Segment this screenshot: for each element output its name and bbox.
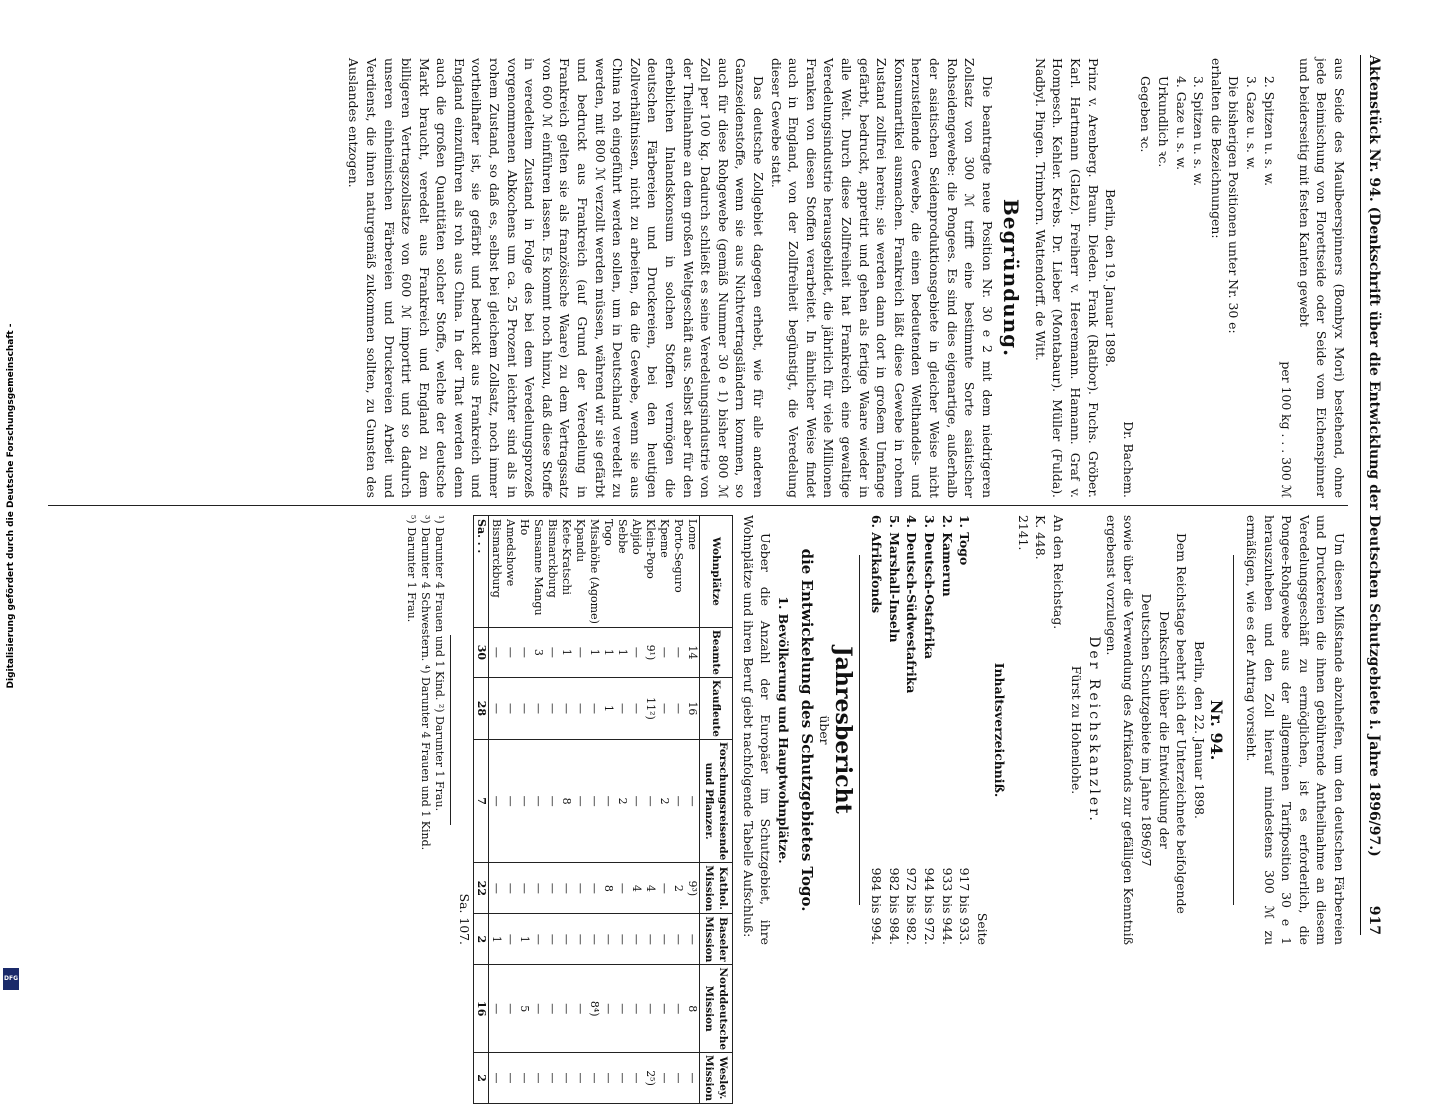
table-row <box>643 516 657 1104</box>
right-column <box>404 515 1348 1102</box>
page-number: 917 <box>1366 905 1382 935</box>
count-cell: 1 <box>517 914 531 965</box>
left-column <box>345 58 1348 498</box>
column-header: Wohnplätze <box>700 516 733 628</box>
count-cell: — <box>629 739 643 862</box>
table-row <box>531 516 545 1104</box>
document-page <box>24 0 1434 1102</box>
toc-entry: 2. Kamerun 933 bis 944. <box>939 515 955 945</box>
count-cell: — <box>587 739 601 862</box>
count-cell: — <box>615 863 629 914</box>
count-cell: — <box>503 1053 517 1104</box>
table-sum-row <box>474 516 489 1104</box>
place-cell: Abjido <box>629 516 643 628</box>
count-cell: — <box>517 1053 531 1104</box>
section-heading: Begründung. <box>999 198 1024 358</box>
count-cell: — <box>601 1053 615 1104</box>
paragraph: Die beantragte neue Position Nr. 30 e 2 mit dem niedrigeren Zollsatz von 300 ℳ trifft eine bestimmte Sorte asiatischer Rohseidengewebe: die Pongees. Es sind dies eigenartige, außerhalb der asiatischen Seidenproduktionsgebiete in gleicher Weise nicht herzustellende Gewebe, die einen bedeutenden Welthandels- und Konsumartikel ausmachen. Frankreich läßt diese Gewebe in rohem Zustand zollfrei herein; sie werden dann dort in großem Umfange gefärbt, bedruckt, appretirt und gehen als fertige Waare wieder in alle Welt. Durch diese Zollfreiheit hat Frankreich eine gewaltige Veredelungsindustrie herausgebildet, die jährlich für viele Millionen Franken von diesen Stoffen verarbeitet. In ähnlicher Weise findet auch in England, von der Zollfreiheit begünstigt, die Veredelung dieser Gewebe statt. <box>768 58 995 498</box>
divider <box>859 555 860 905</box>
count-cell: 2 <box>671 863 685 914</box>
count-cell: — <box>671 677 685 739</box>
bisher-line: Die bisherigen Positionen unter Nr. 30 e: <box>1226 76 1242 334</box>
table-row <box>587 516 601 1104</box>
count-cell: — <box>503 677 517 739</box>
count-cell: 1 <box>587 627 601 677</box>
toc-entry: 3. Deutsch-Ostafrika 944 bis 972. <box>921 515 937 945</box>
paragraph: Dem Reichstage beehrt sich der Unterzeichnete beifolgende <box>1174 533 1190 914</box>
count-cell: 8 <box>685 965 700 1053</box>
table-row <box>517 516 531 1104</box>
table-row <box>489 516 504 1104</box>
place-cell: Sansanne Mangu <box>531 516 545 628</box>
count-cell: 1 <box>601 627 615 677</box>
urkundlich-line: Urkundlich ꝛc. <box>1156 76 1172 168</box>
count-cell: — <box>531 739 545 862</box>
count-cell: — <box>573 863 587 914</box>
place-cell: Kpandu <box>573 516 587 628</box>
place-cell: Porto-Seguro <box>671 516 685 628</box>
signature-title: Der Reichskanzler. <box>1086 636 1103 824</box>
running-head: Aktenstück Nr. 94. (Denkschrift über die Entwicklung der Deutschen Schutzgebiete i. Jahre 1896/97.) <box>1366 55 1382 857</box>
count-cell: 4 <box>629 863 643 914</box>
count-cell: — <box>629 1053 643 1104</box>
digitization-strip <box>0 0 22 1000</box>
table-row <box>545 516 559 1104</box>
count-cell: — <box>615 1053 629 1104</box>
reference: K. 448. <box>1033 515 1049 560</box>
table-row <box>671 516 685 1104</box>
table-row <box>559 516 573 1104</box>
signatories: Prinz v. Arenberg. Braun. Dieden. Frank (Ratibor). Fuchs. Gröber. Karl. Hartmann (Glatz). Freiherr v. Heeremann. Hamann. Graf v. Hompesch. Kehler. Krebs. Dr. Lieber (Montabaur). Müller (Fulda). Nadbyl. Pingen. Trimborn. Wattendorff. de Witt. <box>1032 58 1101 498</box>
column-header: Forschungsreisende und Pflanzer. <box>700 739 733 862</box>
count-cell: 9³) <box>685 863 700 914</box>
count-cell: — <box>489 965 504 1053</box>
count-cell: — <box>503 965 517 1053</box>
place-cell: Togo <box>601 516 615 628</box>
count-cell: 5 <box>517 965 531 1053</box>
sum-cell: 30 <box>474 627 489 677</box>
column-header: Kathol. Mission <box>700 863 733 914</box>
column-divider <box>48 505 1348 506</box>
count-cell: — <box>489 627 504 677</box>
count-cell: — <box>587 863 601 914</box>
place-cell: Lome <box>685 516 700 628</box>
place-cell: Ho <box>517 516 531 628</box>
sum-cell: 7 <box>474 739 489 862</box>
signer: Dr. Bachem. <box>1120 421 1136 498</box>
count-cell: 2 <box>615 739 629 862</box>
item-line: 3. Spitzen u. s. w. <box>1191 76 1207 187</box>
count-cell: — <box>671 965 685 1053</box>
count-cell: 4 <box>643 863 657 914</box>
count-cell: — <box>503 739 517 862</box>
footnote: ¹) Darunter 4 Frauen und 1 Kind. ²) Darunter 1 Frau. <box>433 515 447 812</box>
digitization-note: Digitalisierung gefördert durch die Deutsche Forschungsgemeinschaft - <box>6 323 16 689</box>
count-cell: — <box>685 914 700 965</box>
count-cell: — <box>615 965 629 1053</box>
sum-cell: 28 <box>474 677 489 739</box>
place-cell: Klein-Popo <box>643 516 657 628</box>
count-cell: — <box>545 677 559 739</box>
residents-table <box>473 515 733 1104</box>
count-cell: — <box>587 914 601 965</box>
sum-cell: 2 <box>474 914 489 965</box>
count-cell: — <box>517 677 531 739</box>
count-cell: 1 <box>601 677 615 739</box>
footnote: ³) Darunter 4 Schwestern. ⁴) Darunter 4 Frauen und 1 Kind. <box>419 515 433 851</box>
title-line: Denkschrift über die Entwicklung der <box>1156 611 1172 849</box>
place-cell: Kpeme <box>657 516 671 628</box>
count-cell: 1 <box>615 627 629 677</box>
table-row <box>503 516 517 1104</box>
subsection-heading: 1. Bevölkerung und Hauptwohnplätze. <box>775 596 791 864</box>
table-header-row <box>700 516 733 1104</box>
count-cell: — <box>531 863 545 914</box>
count-cell: — <box>671 1053 685 1104</box>
count-cell: — <box>545 627 559 677</box>
count-cell: — <box>601 914 615 965</box>
count-cell: 2 <box>657 739 671 862</box>
count-cell: — <box>573 677 587 739</box>
title-line: Deutschen Schutzgebiete im Jahre 1896/97 <box>1139 593 1155 867</box>
count-cell: — <box>629 965 643 1053</box>
doc-number: Nr. 94. <box>1207 699 1227 761</box>
count-cell: — <box>545 863 559 914</box>
count-cell: — <box>671 914 685 965</box>
date-line: Berlin, den 19. Januar 1898. <box>1103 188 1119 367</box>
count-cell: — <box>629 677 643 739</box>
count-cell: 1 <box>489 914 504 965</box>
count-cell: 9¹) <box>643 627 657 677</box>
footnote: ⁵) Darunter 1 Frau. <box>405 515 419 623</box>
intro-text: aus Seide des Maulbeerspinners (Bombyx Mori) bestehend, ohne jede Beimischung von Florettseide oder Seide vom Eichenspinner und beiderseitig mit festen Kanten gewebt <box>1296 58 1347 498</box>
report-title: Jahresbericht <box>829 646 856 814</box>
paragraph: Ueber die Anzahl der Europäer im Schutzgebiet, ihre Wohnplätze und ihren Beruf giebt nachfolgende Tabelle Aufschluß: <box>740 515 774 945</box>
count-cell: — <box>573 627 587 677</box>
item-line: 4. Gaze u. s. w. <box>1173 76 1189 171</box>
count-cell: 8 <box>601 863 615 914</box>
count-cell: — <box>601 739 615 862</box>
count-cell: 3 <box>531 627 545 677</box>
column-header: Beamte <box>700 627 733 677</box>
count-cell: — <box>587 1053 601 1104</box>
count-cell: — <box>643 965 657 1053</box>
count-cell: — <box>671 627 685 677</box>
count-cell: — <box>559 677 573 739</box>
table-row <box>657 516 671 1104</box>
table-row <box>573 516 587 1104</box>
count-cell: — <box>489 1053 504 1104</box>
count-cell: — <box>531 677 545 739</box>
count-cell: — <box>531 965 545 1053</box>
signature-name: Fürst zu Hohenlohe. <box>1068 665 1084 795</box>
column-header: Kaufleute <box>700 677 733 739</box>
count-cell: — <box>643 914 657 965</box>
sum-cell: 2 <box>474 1053 489 1104</box>
count-cell: — <box>517 739 531 862</box>
count-cell: — <box>671 739 685 862</box>
count-cell: — <box>657 863 671 914</box>
column-header: Wesley. Mission <box>700 1053 733 1104</box>
count-cell: 1 <box>559 627 573 677</box>
count-cell: — <box>601 965 615 1053</box>
place-cell: Amedshowe <box>503 516 517 628</box>
count-cell: — <box>559 914 573 965</box>
count-cell: — <box>657 677 671 739</box>
report-subtitle: die Entwickelung des Schutzgebietes Togo. <box>798 548 817 912</box>
table-row <box>601 516 615 1104</box>
count-cell: — <box>629 627 643 677</box>
date-line: Berlin, den 22. Januar 1898. <box>1191 640 1207 819</box>
count-cell: — <box>587 677 601 739</box>
place-cell: Misahöhe (Agome) <box>587 516 601 628</box>
table-total: Sa. 107. <box>457 893 472 945</box>
column-header: Norddeutsche Mission <box>700 965 733 1053</box>
count-cell: — <box>559 1053 573 1104</box>
count-cell: 11²) <box>643 677 657 739</box>
addressee: An den Reichstag. <box>1051 515 1067 630</box>
count-cell: — <box>545 739 559 862</box>
count-cell: — <box>489 863 504 914</box>
reference: 2141. <box>1015 515 1031 551</box>
count-cell: — <box>657 627 671 677</box>
place-cell: Bismarckburg <box>489 516 504 628</box>
count-cell: — <box>489 677 504 739</box>
count-cell: 14 <box>685 627 700 677</box>
count-cell: 16 <box>685 677 700 739</box>
count-cell: — <box>503 863 517 914</box>
count-cell: — <box>615 914 629 965</box>
count-cell: — <box>545 1053 559 1104</box>
report-ueber: über <box>816 715 832 745</box>
count-cell: — <box>643 739 657 862</box>
toc-title: Inhaltsverzeichniß. <box>992 662 1008 798</box>
table-row <box>629 516 643 1104</box>
count-cell: — <box>559 863 573 914</box>
count-cell: — <box>489 739 504 862</box>
rate-line: per 100 kg . . . 300 ℳ <box>1279 361 1295 498</box>
count-cell: — <box>657 914 671 965</box>
count-cell: — <box>573 914 587 965</box>
count-cell: — <box>629 914 643 965</box>
table-row <box>615 516 629 1104</box>
page-header <box>1360 55 1382 935</box>
table-body <box>474 516 700 1104</box>
count-cell: — <box>517 863 531 914</box>
count-cell: — <box>503 914 517 965</box>
count-cell: — <box>573 739 587 862</box>
count-cell: — <box>503 627 517 677</box>
paragraph: sowie über die Verwendung des Afrikafonds zur gefälligen Kenntniß ergebenst vorzulegen. <box>1103 515 1137 945</box>
count-cell: — <box>685 1053 700 1104</box>
paragraph: Das deutsche Zollgebiet dagegen erhebt, wie für alle anderen Ganzseidenstoffe, wenn sie aus Nichtvertragsländern kommen, so auch für diese Rohgewebe (gemäß Nummer 30 e 1) bisher 800 ℳ Zoll per 100 kg. Dadurch schließt es seine Veredelungsindustrie von der Theilnahme an dem großen Weltgeschäft aus. Selbst aber für den erheblichen Inlandskonsum in solchen Stoffen vermögen die deutschen Färbereien und Druckereien, bei den heutigen Zollverhältnissen, nicht zu arbeiten, da die Gewebe, wenn sie aus China roh eingeführt werden sollen, um in Deutschland veredelt zu werden, mit 800 ℳ verzollt werden müssen, während wir sie gefärbt und bedruckt aus Frankreich (auf Grund der Veredelung in Frankreich gelten sie als französische Waare) zu dem Vertragssatz von 600 ℳ einführen lassen. Es kommt noch hinzu, daß diese Stoffe in veredeltem Zustand in Folge des bei dem Veredelungsprozeß vorgenommenen Abkochens um ca. 25 Prozent leichter sind als in rohem Zustand, so daß es, selbst bei gleichem Zollsatz, noch immer vortheilhafter ist, sie gefärbt und bedruckt aus Frankreich und England einzuführen als roh aus China. In der That werden denn auch die großen Quantitäten solcher Stoffe, welche der deutsche Markt braucht, veredelt aus Frankreich und England zu dem billigeren Vertragszollsatze von 600 ℳ importirt und so dadurch unseren einheimischen Färbereien und Druckereien Arbeit und Verdienst, die ihnen naturgemäß zukommen sollten, zu Gunsten des Auslandes entzogen. <box>346 58 766 498</box>
count-cell: — <box>657 1053 671 1104</box>
paragraph: Um diesen Mißstande abzuhelfen, um den deutschen Färbereien und Druckereien die ihnen gebührende Antheilnahme an diesem Veredelungsgeschäft zu ermöglichen, ist es erforderlich, die Pongee-Rohgewebe aus der allgemeinen Tarifposition 30 e 1 herauszuheben und den Zoll hierauf mindestens 300 ℳ zu ermäßigen, wie es der Antrag vorsieht. <box>1244 515 1347 945</box>
sum-cell: 16 <box>474 965 489 1053</box>
toc-entry: 5. Marshall-Inseln 982 bis 984. <box>886 515 902 945</box>
toc-page-label: Seite <box>974 912 990 945</box>
place-cell: Kete-Kratschi <box>559 516 573 628</box>
divider <box>450 635 451 825</box>
count-cell: — <box>573 965 587 1053</box>
item-line: 3. Gaze u. s. w. <box>1244 76 1260 171</box>
sum-cell: 22 <box>474 863 489 914</box>
count-cell: — <box>657 965 671 1053</box>
column-header: Baseler Mission <box>700 914 733 965</box>
count-cell: — <box>615 677 629 739</box>
table-row <box>685 516 700 1104</box>
gegeben-line: Gegeben ꝛc. <box>1138 76 1154 153</box>
count-cell: — <box>545 914 559 965</box>
count-cell: — <box>573 1053 587 1104</box>
item-line: 2. Spitzen u. s. w. <box>1261 76 1277 187</box>
count-cell: — <box>685 739 700 862</box>
count-cell: 8 <box>559 739 573 862</box>
divider <box>1233 555 1234 905</box>
toc-entry: 6. Afrikafonds 984 bis 994. <box>869 515 885 945</box>
count-cell: — <box>517 627 531 677</box>
count-cell: 2⁵) <box>643 1053 657 1104</box>
count-cell: 8⁴) <box>587 965 601 1053</box>
count-cell: — <box>559 965 573 1053</box>
toc-entry: 1. Togo 917 bis 933. <box>957 515 973 945</box>
sum-cell: Sa. . . <box>474 516 489 628</box>
place-cell: Sebbe <box>615 516 629 628</box>
count-cell: — <box>545 965 559 1053</box>
count-cell: — <box>531 1053 545 1104</box>
toc-entry: 4. Deutsch-Südwestafrika 972 bis 982. <box>904 515 920 945</box>
place-cell: Bismarckburg <box>545 516 559 628</box>
dfg-logo: DFG <box>3 968 19 990</box>
erhalten-line: erhalten die Bezeichnungen: <box>1208 58 1224 239</box>
count-cell: — <box>531 914 545 965</box>
